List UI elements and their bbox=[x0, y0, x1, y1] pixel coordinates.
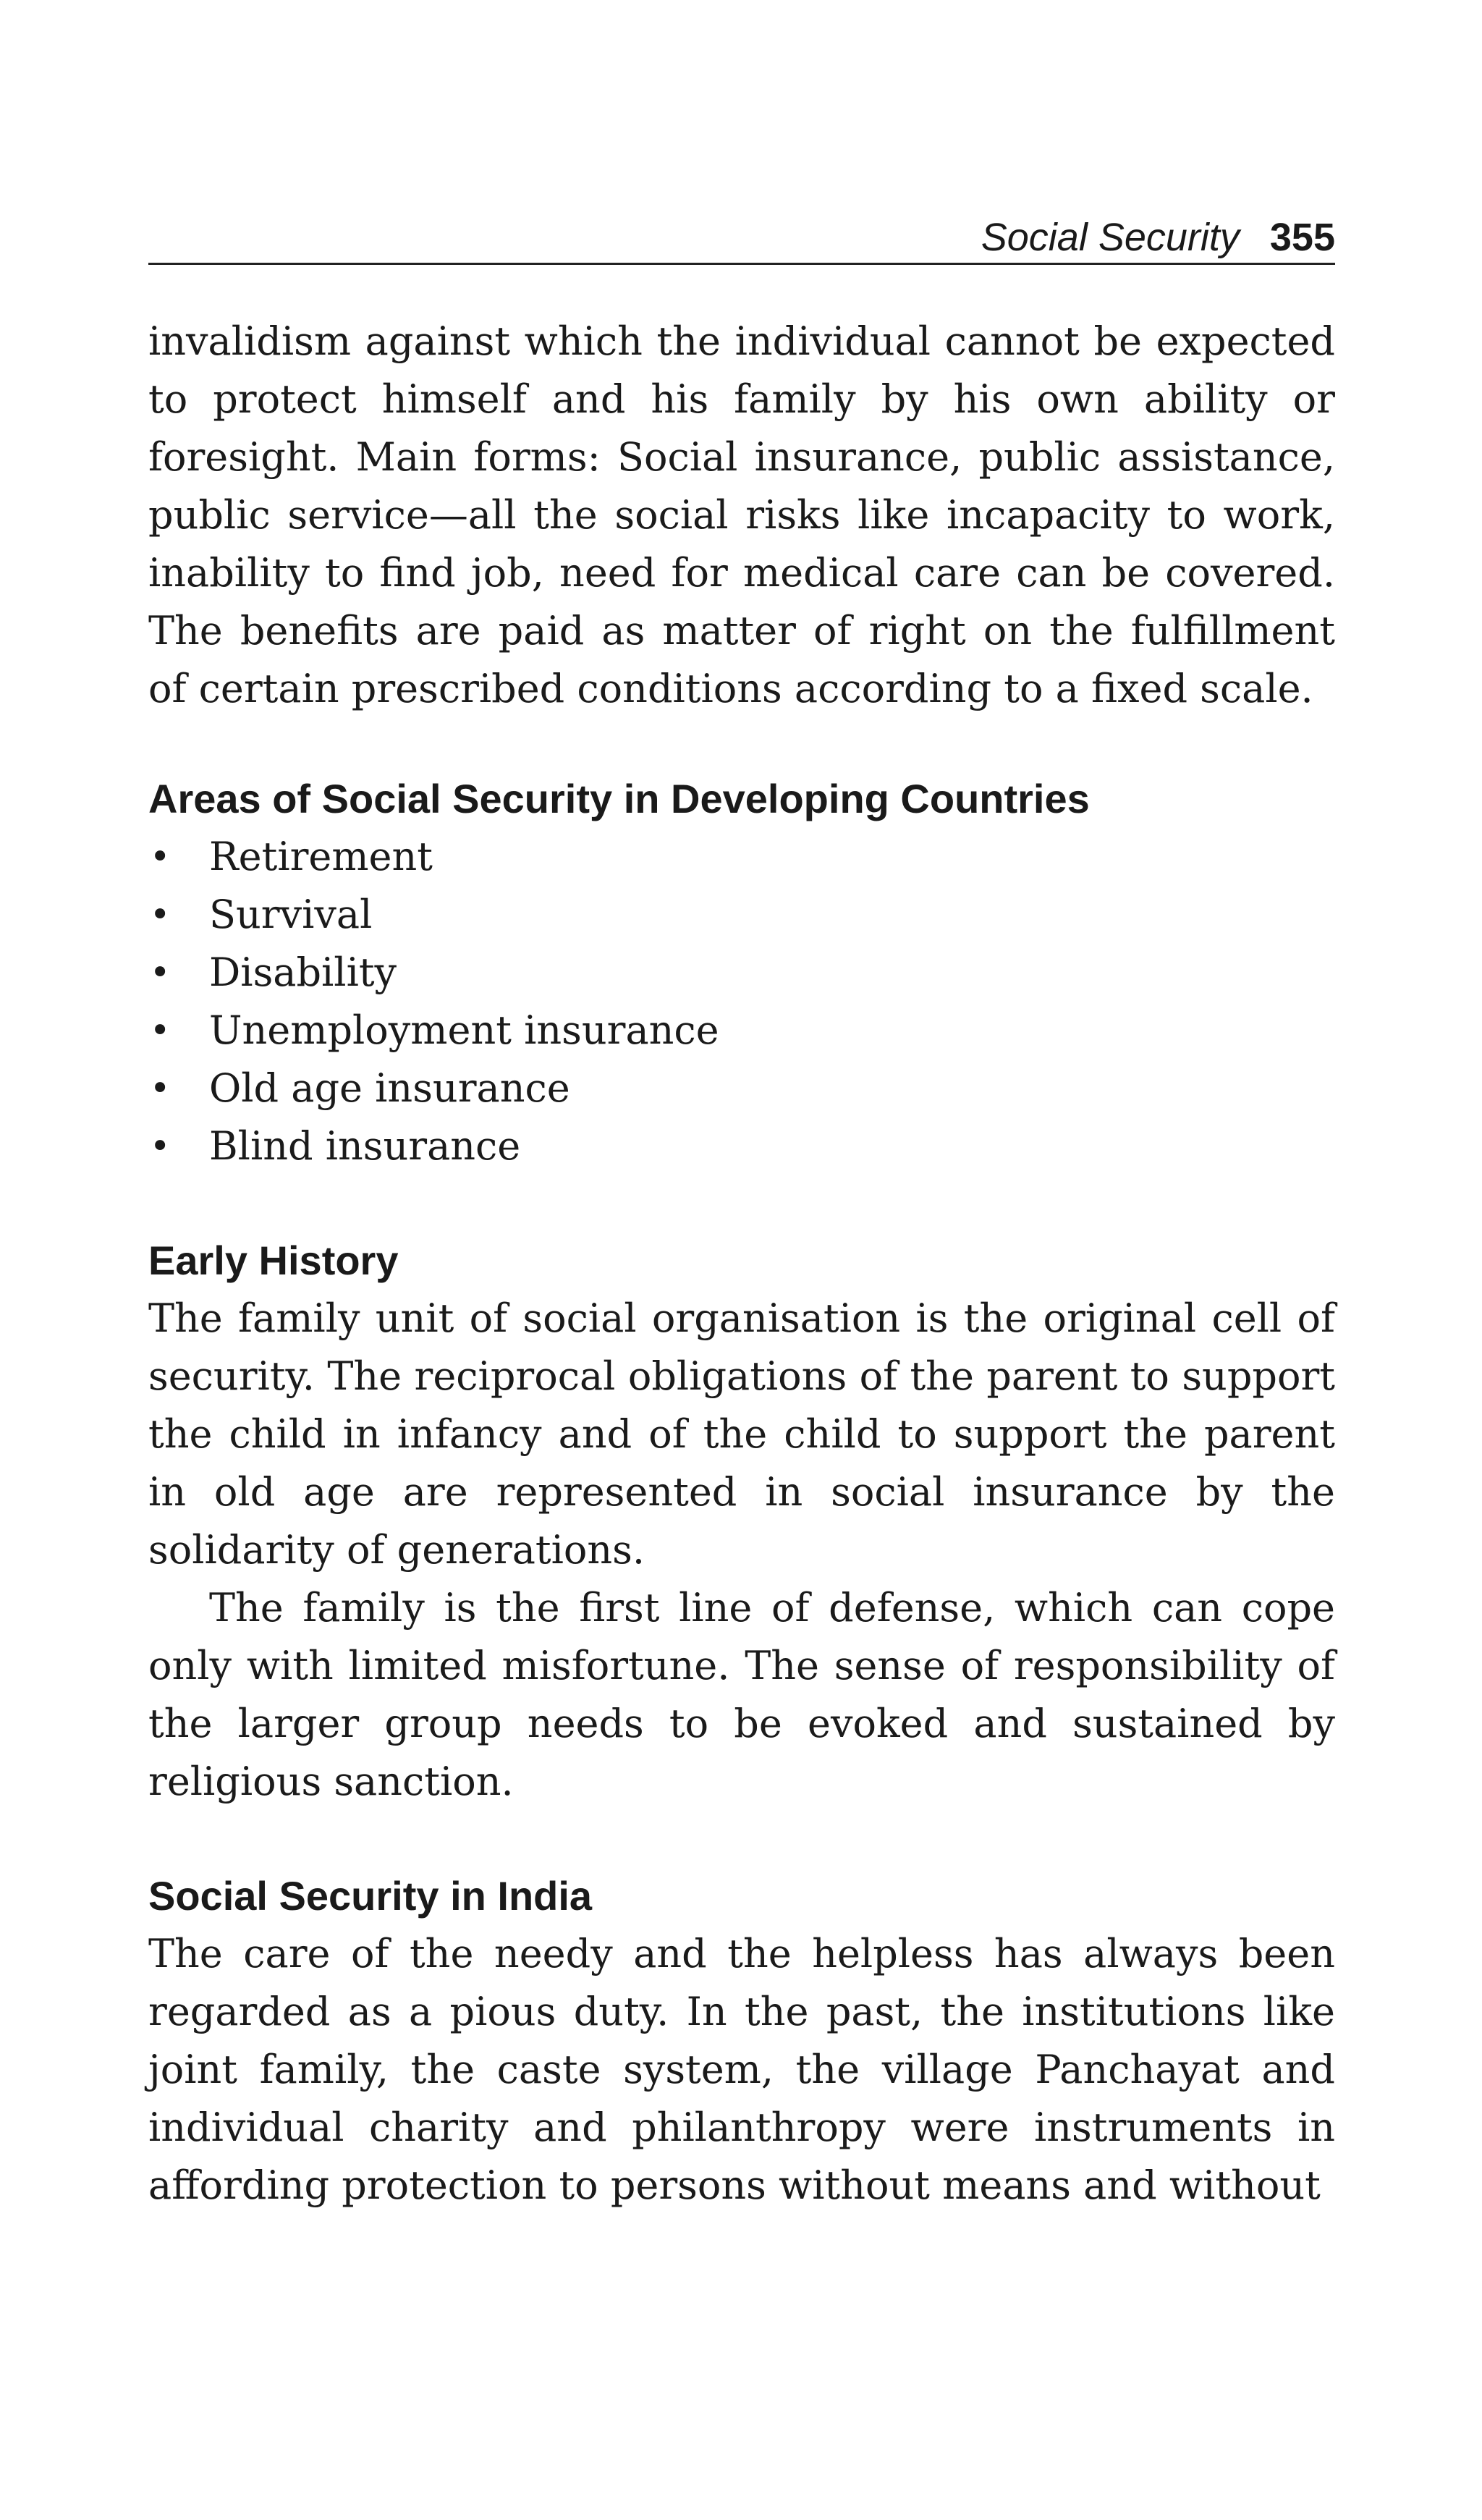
running-head-title: Social Security bbox=[981, 216, 1240, 259]
running-head bbox=[148, 211, 1335, 265]
list-item-text: Blind insurance bbox=[209, 1123, 521, 1169]
list-item bbox=[148, 1117, 1335, 1175]
list-item-text: Retirement bbox=[209, 834, 433, 879]
early-history-paragraph-2: The family is the first line of defense, which can cope only with limited misfortune. The sense of responsibility of the larger group needs to be evoked and sustained by religious sanction. bbox=[148, 1585, 1335, 1804]
bullet-icon: • bbox=[150, 1010, 171, 1051]
india-heading: Social Security in India bbox=[148, 1873, 593, 1919]
areas-list bbox=[148, 828, 1335, 1175]
list-item bbox=[148, 1002, 1335, 1060]
list-item bbox=[148, 1060, 1335, 1117]
india-paragraph: The care of the needy and the helpless has always been regarded as a pious duty. In the past, the institutions like joint family, the caste system, the village Panchayat and individual charity and philanthropy were instruments in affording protection to persons without means and without bbox=[148, 1931, 1335, 2208]
list-item bbox=[148, 886, 1335, 944]
page-body bbox=[148, 313, 1335, 2215]
list-item bbox=[148, 944, 1335, 1002]
bullet-icon: • bbox=[150, 895, 171, 935]
bullet-icon: • bbox=[150, 952, 171, 993]
early-history-heading: Early History bbox=[148, 1238, 399, 1283]
list-item bbox=[148, 828, 1335, 886]
bullet-icon: • bbox=[150, 1126, 171, 1167]
list-item-text: Survival bbox=[209, 892, 373, 937]
early-history-paragraph-1: The family unit of social organisation is the original cell of security. The reciprocal obligations of the parent to support the child in infancy and of the child to support the parent in old age are represented in social insurance by the solidarity of generations. bbox=[148, 1295, 1335, 1573]
areas-heading: Areas of Social Security in Developing Countries bbox=[148, 776, 1090, 821]
page-number: 355 bbox=[1269, 216, 1335, 259]
list-item-text: Old age insurance bbox=[209, 1065, 570, 1111]
intro-paragraph: invalidism against which the individual cannot be expected to protect himself and his family by his own ability or foresight. Main forms: Social insurance, public assistance, public service—all the social risks like incapacity to work, inability to find job, need for medical care can be covered. The benefits are paid as matter of right on the fulfillment of certain prescribed conditions according to a fixed scale. bbox=[148, 318, 1335, 711]
bullet-icon: • bbox=[150, 837, 171, 877]
list-item-text: Unemployment insurance bbox=[209, 1007, 719, 1053]
list-item-text: Disability bbox=[209, 950, 397, 995]
bullet-icon: • bbox=[150, 1068, 171, 1109]
